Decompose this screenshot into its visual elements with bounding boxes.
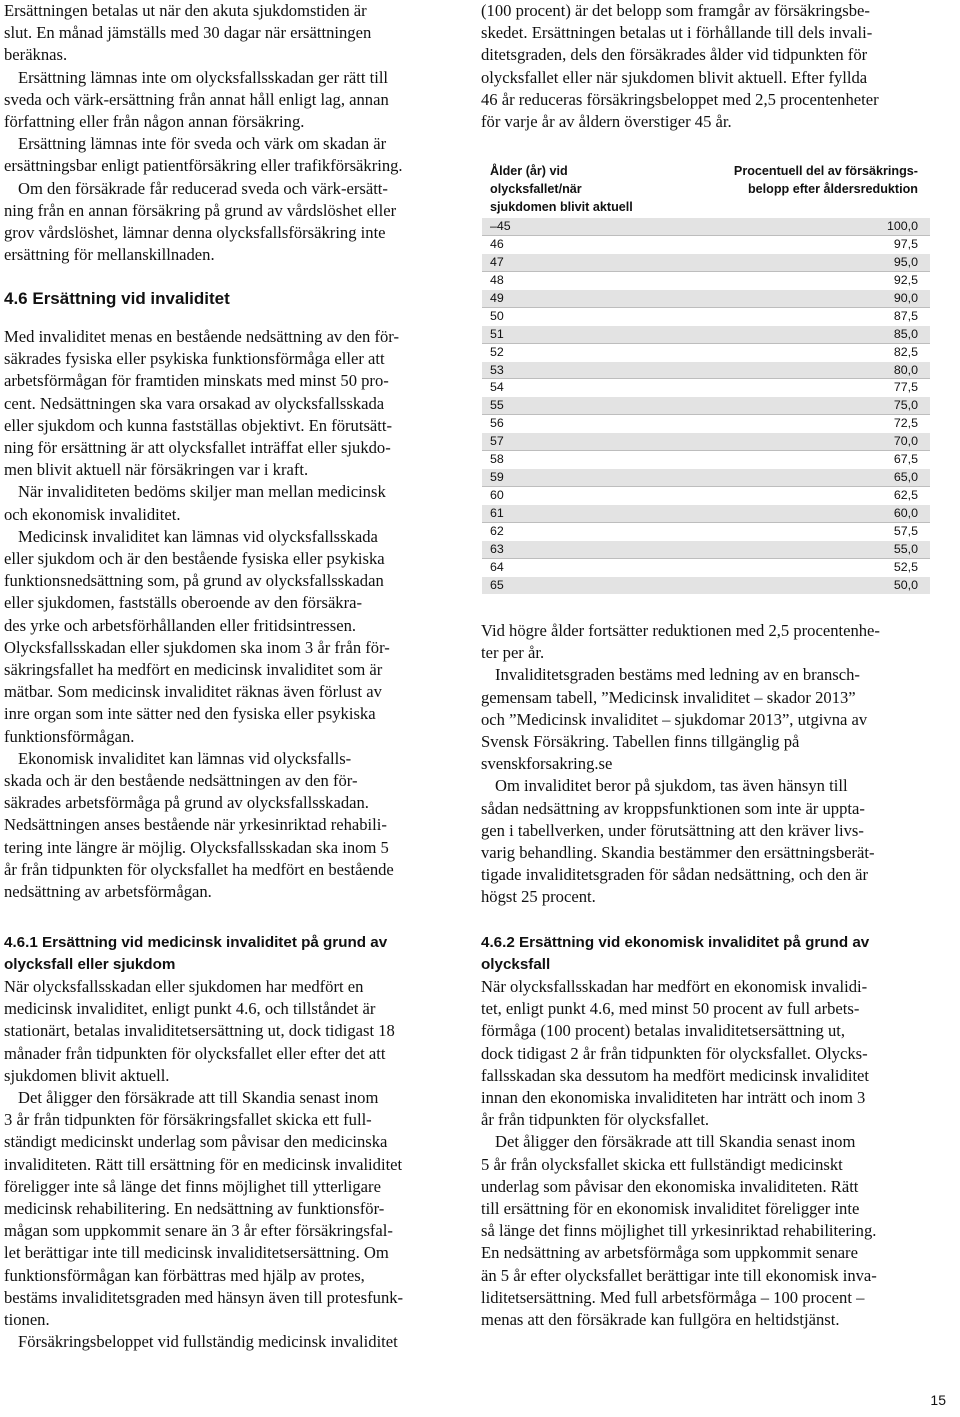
table-cell-percent: 87,5 (893, 308, 918, 323)
paragraph: (100 procent) är det belopp som framgår av försäkringsbe- skedet. Ersättningen betalas ut i förhållande till dels invali- ditetsgraden, dels den försäkrades ålder vid tidpunkten för olycksfallet eller när sjukdomen blivit aktuell. Efter fyllda 46 år reduceras försäkringsbeloppet med 2,5 procentenheter för varje år av åldern överstiger 45 år. (481, 1, 879, 132)
table-cell-percent: 100,0 (886, 219, 918, 233)
table-row (482, 378, 930, 396)
paragraph: Ekonomisk invaliditet kan lämnas vid olycksfalls- skada och är den bestående nedsättningen av den för- säkrades arbetsförmåga på grund av olycksfallsskadan. Nedsättningen anses bestående när yrkesinriktad rehabili- tering inte längre är möjlig. Olycksfallsskadan ska inom 5 år från tidpunkten för olycksfallet ha medfört en bestående nedsättning av arbetsförmågan. (4, 748, 394, 902)
table-row (482, 217, 930, 235)
paragraph: Ersättning lämnas inte för sveda och värk om skadan är ersättningsbar enligt patientförsäkring eller trafikförsäkring. (4, 134, 403, 176)
table-row (482, 450, 930, 468)
table-cell-percent: 50,0 (893, 577, 918, 592)
table-cell-age: 57 (490, 434, 504, 449)
paragraph: När olycksfallsskadan eller sjukdomen har medfört en medicinsk invaliditet, enligt punkt 4.6, och tillståndet är stationärt, betalas invaliditetsersättning ut, dock tidigast 18 månader från tidpunkten för olycksfallet eller efter det att sjukdomen blivit aktuell. (4, 977, 395, 1085)
paragraph: Vid högre ålder fortsätter reduktionen med 2,5 procentenhe- ter per år. (481, 621, 880, 663)
table-row (482, 361, 930, 379)
paragraph: Det åligger den försäkrade att till Skandia senast inom 5 år från olycksfallet skicka ett fullständigt medicinskt underlag som påvisar den ekonomiska invaliditeten. Rätt till ersättning för en ekonomisk invaliditet föreligger inte så länge det finns möjlighet till yrkesinriktad rehabilitering. En nedsättning av arbetsförmåga som uppkommit senare än 5 år efter olycksfallet berättigar inte till ekonomisk inva- liditetsersättning. Med full arbetsförmåga – 100 procent – menas att den försäkrade kan fullgöra en heltidstjänst. (481, 1132, 877, 1330)
table-cell-percent: 55,0 (893, 541, 918, 556)
table-cell-percent: 80,0 (893, 362, 918, 377)
paragraph: Medicinsk invaliditet kan lämnas vid olycksfallsskada eller sjukdom och är den bestående fysiska eller psykiska funktionsnedsättning som, på grund av olycksfallsskadan eller sjukdomen, fastställs oberoende av den försäkra- des yrke och arbetsförhållanden eller fritidsintressen. Olycksfallsskadan eller sjukdomen ska inom 3 år från för- säkringsfallet ha medfört en medicinsk invaliditet som är mätbar. Som medicinsk invaliditet räknas även förlust av inre organ som inte sätter ned den fysiska eller psykiska funktionsförmågan. (4, 526, 390, 746)
paragraph: Om den försäkrade får reducerad sveda och värk-ersätt- ning från en annan försäkring på grund av vårdslöshet eller grov vårdslöshet, lämnar denna olycksfallsförsäkring inte ersättning för mellanskillnaden. (4, 178, 397, 265)
right-column-body (481, 620, 941, 909)
table-cell-percent: 52,5 (893, 559, 918, 574)
table-cell-percent: 70,0 (893, 434, 918, 449)
section-4-6 (4, 288, 454, 310)
paragraph: Det åligger den försäkrade att till Skandia senast inom 3 år från tidpunkten för försäkringsfallet skicka ett full- ständigt medicinskt underlag som påvisar den medicinska invaliditeten. Rätt till ersättning för en medicinsk invaliditet föreligger inte så länge det finns möjlighet till ytterligare medicinsk rehabilitering. En nedsättning av funktionsför- mågan som uppkommit senare än 3 år efter försäkringsfal- let berättigar inte till medicinsk invaliditetsersättning. Om funktionsförmågan kan förbättras med hjälp av protes, bestäms invaliditetsgraden med hänsyn även till protesfunk- tionen. (4, 1088, 404, 1330)
paragraph: Ersättning lämnas inte om olycksfallsskadan ger rätt till sveda och värk-ersättning från annat håll enligt lag, annan författning eller från någon annan försäkring. (4, 67, 389, 132)
table-row (482, 289, 930, 307)
table-cell-age: 52 (490, 344, 504, 359)
table-cell-age: 56 (490, 416, 504, 431)
table-cell-age: 63 (490, 541, 504, 556)
table-cell-age: 65 (490, 577, 504, 592)
paragraph: När invaliditeten bedöms skiljer man mellan medicinsk och ekonomisk invaliditet. (4, 482, 386, 524)
left-column (4, 0, 454, 266)
subsection-heading: 4.6.1 Ersättning vid medicinsk invaliditet på grund av olycksfall eller sjukdom (4, 934, 388, 973)
table-cell-percent: 97,5 (893, 236, 918, 251)
table-cell-age: 55 (490, 398, 504, 413)
table-cell-percent: 75,0 (893, 398, 918, 413)
table-row (482, 486, 930, 504)
table-row (482, 504, 930, 522)
table-cell-age: 53 (490, 362, 504, 377)
table-cell-age: 47 (490, 254, 504, 269)
paragraph: Försäkringsbeloppet vid fullständig medicinsk invaliditet (18, 1332, 398, 1352)
table-row (482, 253, 930, 271)
table-row (482, 307, 930, 325)
table-row (482, 325, 930, 343)
table-cell-percent: 92,5 (893, 272, 918, 287)
table-row (482, 522, 930, 540)
table-row (482, 432, 930, 450)
table-row (482, 540, 930, 558)
table-row (482, 343, 930, 361)
table-cell-percent: 82,5 (893, 344, 918, 359)
table-cell-age: 50 (490, 308, 504, 323)
table-cell-age: 62 (490, 523, 504, 538)
table-cell-age: 61 (490, 506, 504, 520)
table-row (482, 414, 930, 432)
paragraph: Med invaliditet menas en bestående nedsättning av den för- säkrades fysiska eller psykiska funktionsförmåga eller att arbetsförmågan för framtiden minskats med minst 50 pro- cent. Nedsättningen ska vara orsakad av olycksfallsskada eller sjukdom och kunna fastställas objektivt. En förutsätt- ning för ersättning är att olycksfallet inträffat eller sjukdo- men blivit aktuell när försäkringen var i kraft. (4, 327, 400, 480)
table-cell-age: 58 (490, 452, 504, 467)
page-number: 15 (930, 1392, 946, 1408)
table-cell-percent: 60,0 (893, 506, 918, 520)
table-cell-age: 46 (490, 236, 504, 251)
table-cell-age: 49 (490, 290, 504, 305)
table-cell-percent: 65,0 (893, 470, 918, 485)
right-column-intro (481, 0, 941, 133)
section-4-6-1 (4, 932, 454, 1353)
table-cell-percent: 85,0 (893, 326, 918, 341)
table-col-age-header: Ålder (år) vid olycksfallet/när sjukdomen blivit aktuell (490, 164, 633, 214)
reduction-table-header (482, 162, 930, 214)
table-cell-age: 48 (490, 272, 504, 287)
table-cell-age: 64 (490, 559, 504, 574)
table-col-percent-header: Procentuell del av försäkrings- belopp efter åldersreduktion (733, 164, 918, 196)
table-row (482, 396, 930, 414)
table-row (482, 271, 930, 289)
table-cell-percent: 57,5 (893, 523, 918, 538)
paragraph: När olycksfallsskadan har medfört en ekonomisk invalidi- tet, enligt punkt 4.6, med minst 50 procent av full arbets- förmåga (100 procent) betalas invaliditetsersättning ut, dock tidigast 2 år från tidpunkten för olycksfallet. Olycks- fallsskadan ska dessutom ha medfört medicinsk invaliditet innan den ekonomiska invaliditeten har inträtt och inom 3 år från tidpunkten för olycksfallet. (481, 977, 870, 1130)
table-cell-age: –45 (490, 219, 511, 233)
table-cell-percent: 90,0 (893, 290, 918, 305)
table-row (482, 468, 930, 486)
table-cell-percent: 72,5 (893, 416, 918, 431)
table-cell-percent: 62,5 (893, 488, 918, 503)
table-cell-percent: 67,5 (893, 452, 918, 467)
paragraph: Invaliditetsgraden bestäms med ledning av en bransch- gemensam tabell, ”Medicinsk invaliditet – skador 2013” och ”Medicinsk invaliditet – sjukdomar 2013”, utgivna av Svensk Försäkring. Tabellen finns tillgänglig på svenskforsakring.se (481, 665, 868, 774)
section-4-6-body (4, 326, 454, 903)
table-row (482, 576, 930, 594)
paragraph: Om invaliditet beror på sjukdom, tas även hänsyn till sådan nedsättning av kroppsfunktionen som inte är uppta- gen i tabellverken, under förutsättning att den kräver livs- varig behandling. Skandia bestämmer den ersättningsberät- tigade invaliditetsgraden för sådan nedsättning, och den är högst 25 procent. (481, 776, 875, 907)
section-heading: 4.6 Ersättning vid invaliditet (4, 289, 230, 308)
section-4-6-2 (481, 932, 941, 1331)
subsection-heading: 4.6.2 Ersättning vid ekonomisk invaliditet på grund av olycksfall (481, 934, 870, 973)
table-row (482, 235, 930, 253)
table-cell-percent: 95,0 (893, 254, 918, 269)
table-cell-percent: 77,5 (893, 380, 918, 395)
table-cell-age: 59 (490, 470, 504, 485)
table-cell-age: 51 (490, 326, 504, 341)
table-row (482, 558, 930, 576)
reduction-table (482, 217, 930, 594)
paragraph: Ersättningen betalas ut när den akuta sjukdomstiden är slut. En månad jämställs med 30 dagar när ersättningen beräknas. (4, 1, 372, 65)
table-cell-age: 60 (490, 488, 504, 503)
table-cell-age: 54 (490, 380, 504, 395)
